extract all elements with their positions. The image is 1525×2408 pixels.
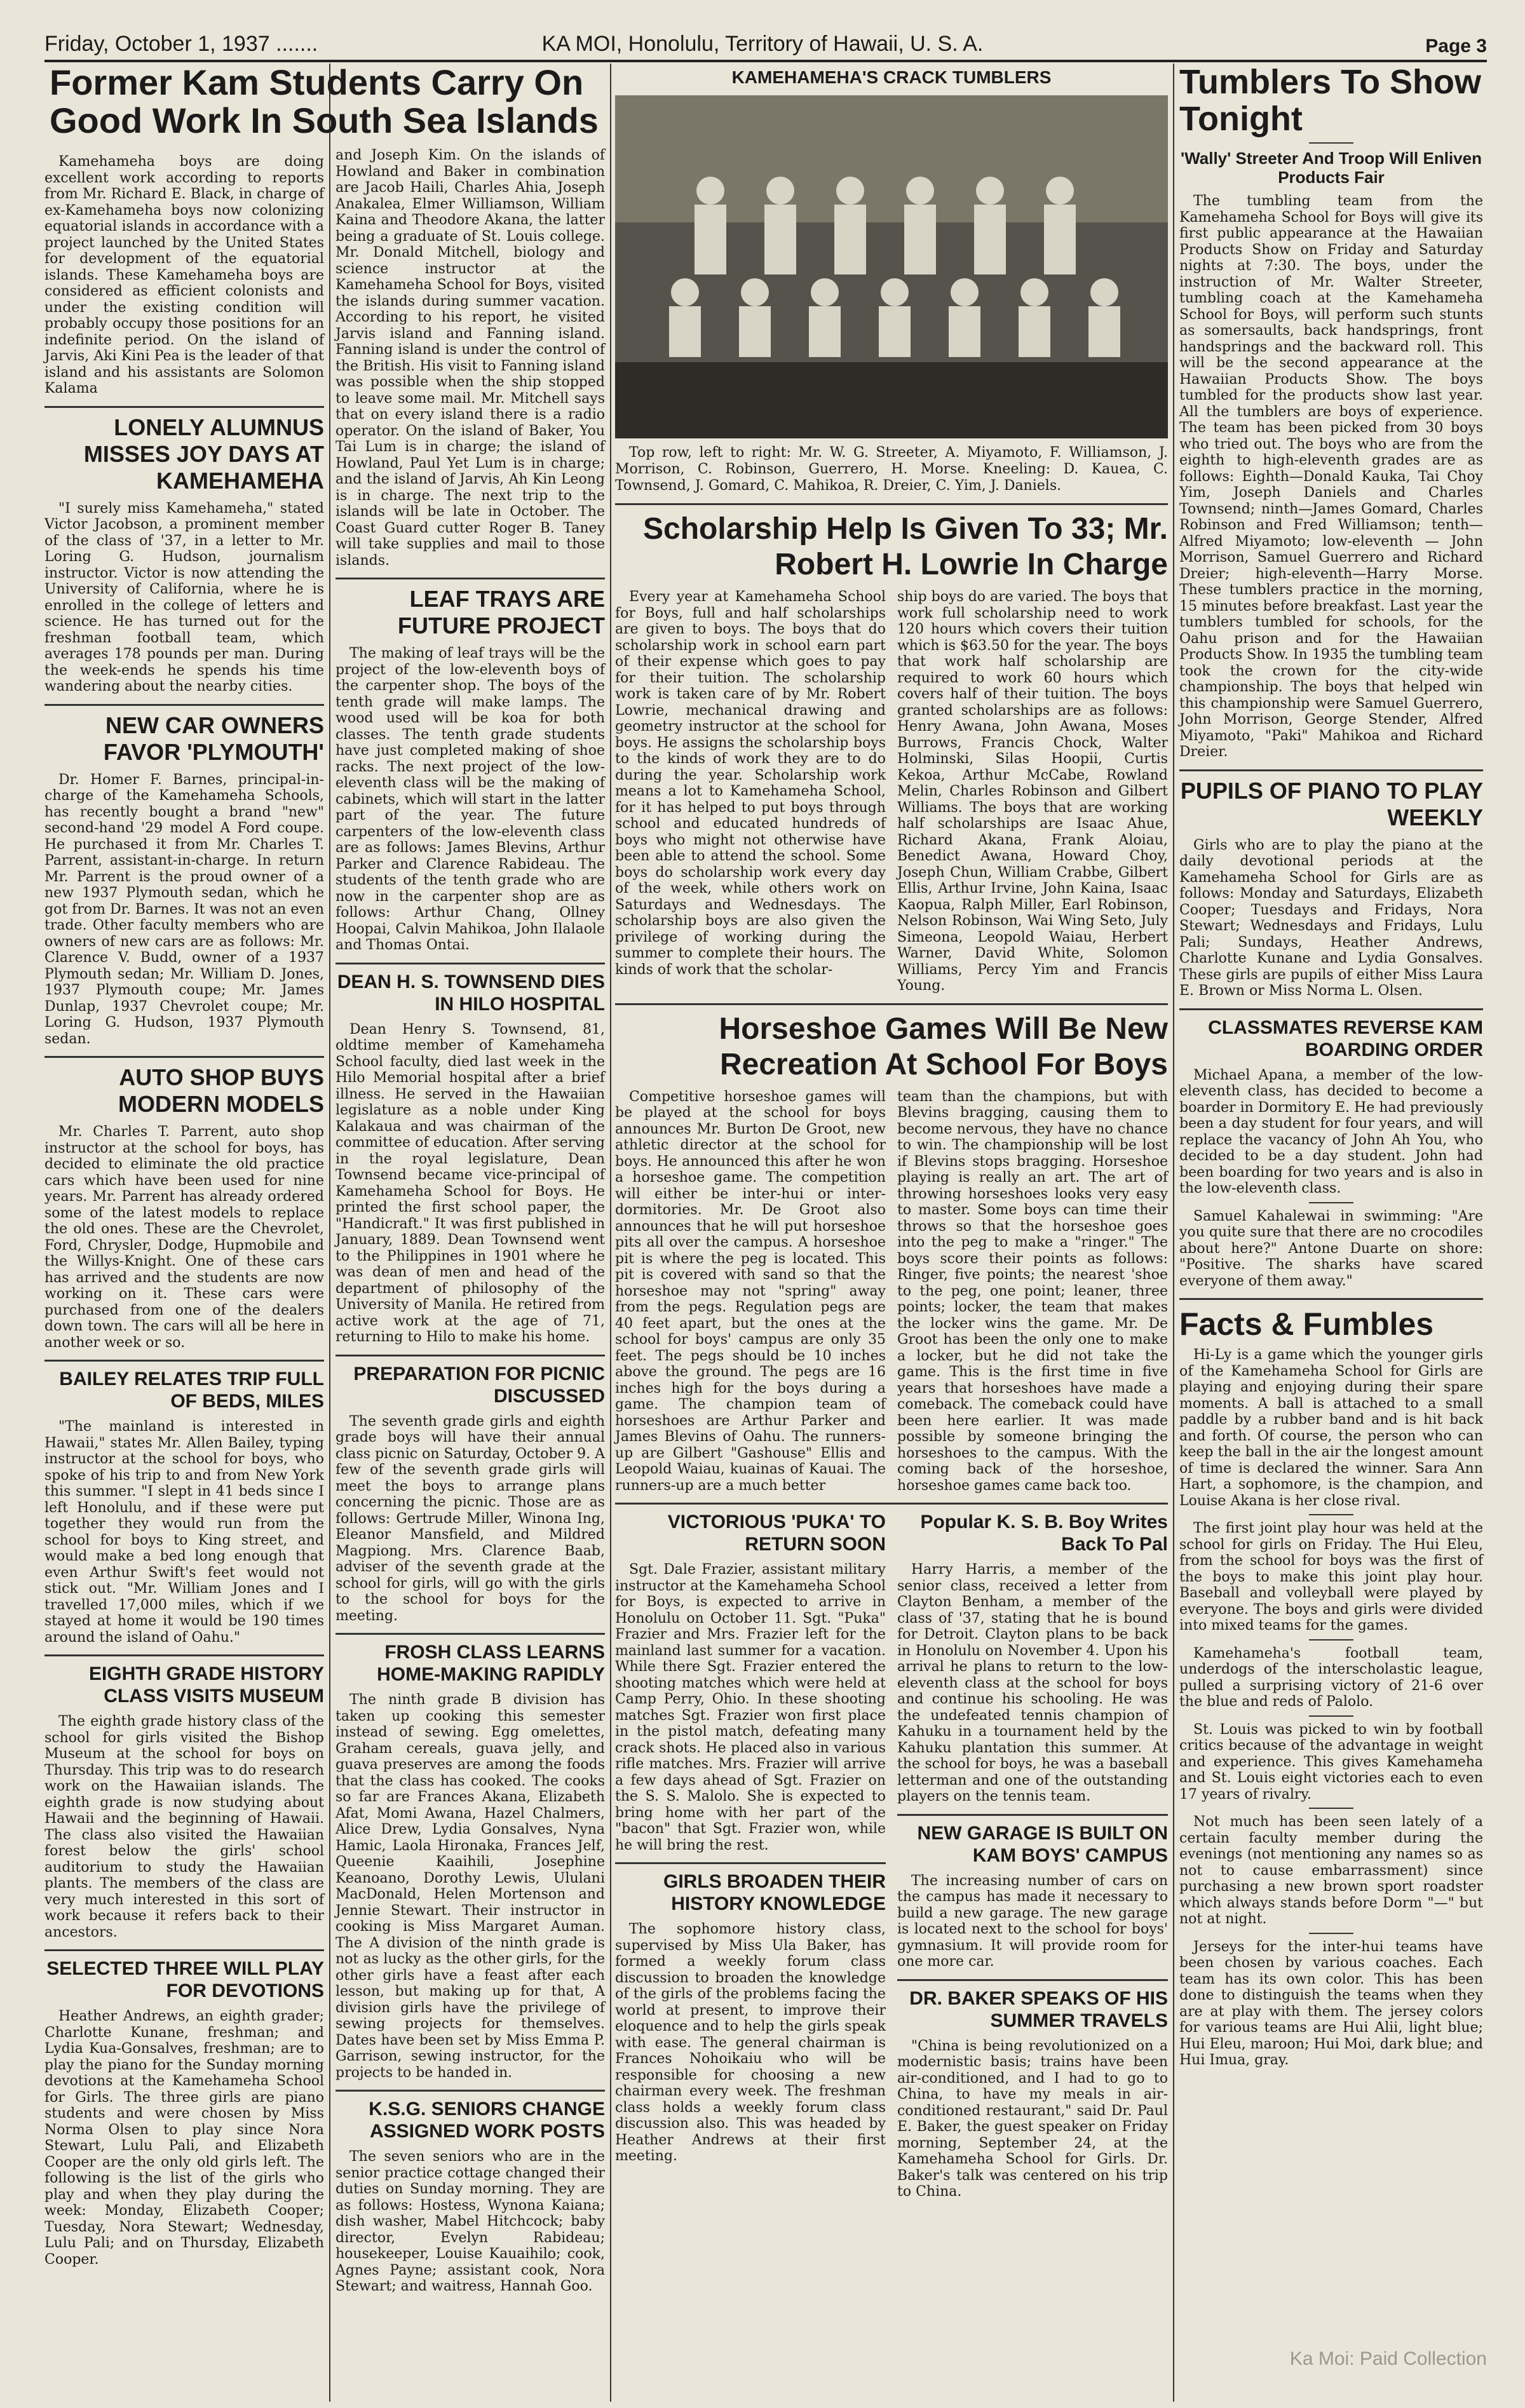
column-3 bbox=[615, 64, 1168, 2402]
tumblers-team-photo bbox=[615, 95, 1168, 438]
issue-date: Friday, October 1, 1937 ....... bbox=[44, 32, 318, 56]
alumnus-article-body: "I surely miss Kamehameha," stated Victor Jacobson, a prominent member of the class of '37, in a letter to Mr. Loring G. Hudson, journalism instructor. Victor is now attending the University of California, where he is enrolled in the college of letters and science. He has turned out for the freshman football team, which averages 178 pounds per man. During the week-ends he spends his time wandering about the nearby cities. bbox=[44, 500, 324, 694]
tumblers-article-body: The tumbling team from the Kamehameha School for Boys will give its first public appearance at the Hawaiian Products Show on Friday and Saturday nights at 7:30. The boys, under the instruction of Mr. Walter Streeter, tumbling coach at the Kamehameha School for Boys, will perform such stunts as somersaults, back handsprings, front handsprings and the backward roll. This will be the second appearance at the Hawaiian Products Show. The boys tumbled for the products show last year. All the tumblers are boys of experience. The team has been picked from 30 boys who tried out. The boys who are from the eighth to high-eleventh grades are as follows: Eighth—Donald Kauka, Tai Choy Yim, Joseph Daniels and Charles Townsend; ninth—James Gomard, Charles Robinson and Fred Williamson; tenth—Alfred Miyamoto; low-eleventh — John Morrison, Samuel Guerrero and Richard Dreier; high-eleventh—Harry Morse. These tumblers practice in the morning, 15 minutes before breakfast. Last year the tumblers tumbled for schools, for the Oahu prison and for the Hawaiian Products Show. In 1935 the tumbling team took the crown for the city-wide championship. The boys that helped win this championship were Samuel Guerrero, John Morrison, George Stender, Alfred Miyamoto, "Paki" Mahikoa and Richard Dreier. bbox=[1179, 193, 1483, 760]
devotions-article-body: Heather Andrews, an eighth grader; Charlotte Kunane, freshman; and Lydia Kua-Gonsalves, freshman; are to play the piano for the Sunday morning devotions at the Kamehameha School for Girls. The three girls are piano students and were chosen by Miss Norma Olsen to play since Nora Stewart, Lulu Pali, and Elizabeth Cooper are the only old girls left. The following is the list of the girls who play and when they play during the week: Monday, Elizabeth Cooper; Tuesday, Nora Stewart; Wednesday, Lulu Pali; and on Thursday, Elizabeth Cooper. bbox=[44, 2008, 324, 2268]
picnic-article-body: The seventh grade girls and eighth grade boys will have their annual class picnic on Saturday, October 9. A few of the seventh grade girls will meet the boys to arrange plans concerning the picnic. Those are as follows: Gertrude Miller, Winona Ing, Eleanor Mansfield, and Mildred Magpiong. Mrs. Clarence Baab, adviser of the seventh grade at the school for girls, will go with the girls to the school for boys for the meeting. bbox=[336, 1413, 605, 1624]
ksg-seniors-article-body: The seven seniors who are in the senior practice cottage changed their duties on Sunday morning. They are as follows: Hostess, Wynona Kaiana; dish washer, Mabel Hitchcock; baby director, Evelyn Rabideau; housekeeper, Louise Kauaihilo; cook, Agnes Payne; assistant cook, Nora Stewart; and waitress, Hannah Goo. bbox=[336, 2149, 605, 2294]
leaf-trays-headline: LEAF TRAYS ARE FUTURE PROJECT bbox=[397, 586, 605, 639]
archive-watermark: Ka Moi: Paid Collection bbox=[1289, 2348, 1487, 2369]
horseshoe-body-left: Competitive horseshoe games will be played at the school for boys announces Mr. Burton De Groot, new athletic director at the school for boys. He announced this after he won a horseshoe game. The competition will either be inter-hui or inter-dormitories. Mr. De Groot also announces that he will put horseshoe pits all over the campus. A horseshoe pit is where the peg is located. This pit is covered with sand so that the horseshoe may not "spring" away from the pegs. Regulation pegs are 40 feet apart, but the ones at the school for boys' campus are only 35 feet. The pegs should be 10 inches above the ground. The pegs are 16 inches high for the boys during a game. The champion team of horseshoes are Arthur Parker and James Blevins of Oahu. The runners-up are Gilbert "Gashouse" Ellis and Leopold Waiau, kuainas of Kauai. The runners-up are a much better bbox=[615, 1088, 886, 1494]
garage-article-body: The increasing number of cars on the campus has made it necessary to build a new garage. The new garage is located next to the school for boys' gymnasium. It will provide room for one more car. bbox=[897, 1872, 1168, 1970]
bailey-article-body: "The mainland is interested in Hawaii," states Mr. Allen Bailey, typing instructor at the school for boys, who spoke of his trip to and from New York this summer. "I slept in 41 beds since I left Honolulu, and if these were put together they would run from the school for boys to King street, and would make a bed long enough that even Arthur Swift's feet would not stick out. "Mr. William Jones and I travelled 17,000 miles, which if we stayed at home it would be 190 times around the island of Oahu." bbox=[44, 1419, 324, 1646]
paper-name: KA MOI, Honolulu, Territory of Hawaii, U. S. A. bbox=[541, 32, 984, 56]
museum-headline: EIGHTH GRADE HISTORY CLASS VISITS MUSEUM bbox=[88, 1663, 324, 1707]
alumnus-headline: LONELY ALUMNUS MISSES JOY DAYS AT KAMEHAMEHA bbox=[83, 414, 324, 494]
popular-boy-article-body: Harry Harris, a member of the senior class, received a letter from Clayton Benham, a member of the class of '37, stating that he is bound for Detroit. Clayton plans to be back in Honolulu on November 4. Upon his arrival he plans to return to the low-eleventh class at the school for boys and continue his schooling. He was the undefeated tennis champion of Kahuku in a tournament held by the Kahuku plantation this summer. At the school for boys, he was a baseball letterman and one of the outstanding players on the tennis team. bbox=[897, 1562, 1168, 1804]
piano-headline: PUPILS OF PIANO TO PLAY WEEKLY bbox=[1180, 777, 1483, 830]
team-photo-image bbox=[615, 95, 1168, 438]
puka-article-body: Sgt. Dale Frazier, assistant military instructor at the Kamehameha School for Boys, is expected to arrive in Honolulu on October 11. Sgt. "Puka" Frazier and Mrs. Frazier left for the mainland last summer for a vacation. While there Sgt. Frazier entered the shooting matches which were held at Camp Perry, Ohio. In these shooting matches Sgt. Frazier won first place in the pistol match, defeating many crack shots. He placed also in various rifle matches. Mrs. Frazier will arrive a few days ahead of Sgt. Frazier on the S. S. Malolo. She is expected to bring home with her part of the "bacon" that Sgt. Frazier won, while he will bring the rest. bbox=[615, 1562, 886, 1853]
facts-item-2: The first joint play hour was held at the school for girls on Friday. The Hui Eleu, from the school for boys was the first of the boys to make this joint play hour. Baseball and volleyball were played by everyone. The boys and girls were divided into mixed teams for the games. bbox=[1179, 1520, 1483, 1634]
page-number: Page 3 bbox=[1425, 36, 1487, 57]
masthead bbox=[44, 30, 1487, 62]
facts-item-4: St. Louis was picked to win by football critics because of the advantage in weight and experience. This gives Kamehameha and St. Louis eight victories each to even 17 years of rivalry. bbox=[1179, 1721, 1483, 1803]
picnic-headline: PREPARATION FOR PICNIC DISCUSSED bbox=[353, 1363, 605, 1407]
classmates-headline: CLASSMATES REVERSE KAM BOARDING ORDER bbox=[1208, 1017, 1483, 1060]
lead-headline: Former Kam Students Carry On Good Work In South Sea Islands bbox=[50, 62, 599, 140]
facts-item-6: Jerseys for the inter-hui teams have been chosen by various coaches. Each team has its own color. This has been done to distinguish the teams when they are at play with them. The jersey colors for various teams are Hui Alii, light blue; Hui Eleu, maroon; Hui Moi, dark blue; and Hui Imua, gray. bbox=[1179, 1938, 1483, 2068]
frosh-article-body: The ninth grade B division has taken up cooking this semester instead of sewing. Egg omelettes, Graham cereals, guava jelly, and guava preserves are among the foods that the class has cooked. The cooks so far are Frances Akana, Elizabeth Afat, Momi Awana, Hazel Chalmers, Alice Drew, Lydia Gonsalves, Nyna Hamic, Laola Hironaka, Frances Jelf, Queenie Kaaihili, Josephine Keanoano, Dorothy Lewis, Ululani MacDonald, Helen Mortenson and Jennie Stewart. Their instructor in cooking is Miss Margaret Auman. The A division of the ninth grade is not as lucky as the other girls, for the other girls have a feast after each lesson, but making up for that, A division girls have the privilege of sewing projects for themselves. Dates have been set by Miss Emma P. Garrison, sewing instructor, for the projects to be handed in. bbox=[336, 1692, 605, 2081]
ksg-seniors-headline: K.S.G. SENIORS CHANGE ASSIGNED WORK POSTS bbox=[369, 2099, 605, 2142]
museum-article-body: The eighth grade history class of the school for girls visited the Bishop Museum at the school for boys on Thursday. This trip was to do research work on the Hawaiian islands. The eighth grade is now studying about Hawaii and the beginning of Hawaii. The class also visited the Hawaiian forest below the girls' school auditorium to study the Hawaiian plants. The members of the class are very much interested in this sort of work because it refers back to their ancestors. bbox=[44, 1714, 324, 1940]
facts-item-3: Kamehameha's football team, underdogs of the interscholastic league, pulled a surprising victory of 21-6 over the blue and reds of Palolo. bbox=[1179, 1645, 1483, 1710]
frosh-headline: FROSH CLASS LEARNS HOME-MAKING RAPIDLY bbox=[377, 1642, 605, 1685]
garage-headline: NEW GARAGE IS BUILT ON KAM BOYS' CAMPUS bbox=[917, 1822, 1168, 1866]
facts-fumbles-headline: Facts & Fumbles bbox=[1179, 1306, 1434, 1342]
townsend-article-body: Dean Henry S. Townsend, 81, oldtime member of Kamehameha School faculty, died last week in the Hilo Memorial hospital after a brief illness. He served in the Hawaiian legislature as a noble under King Kalakaua and was chairman of the committee of education. After serving in the royal legislature, Dean Townsend became vice-principal of Kamehameha School for Boys. He printed the first school paper, the "Handicraft." It was first published in January, 1889. Dean Townsend went to the Philippines in 1901 where he was dean of men and head of the department of philosophy of the University of Manila. He retired from active work at the age of 71, returning to Hilo to make his home. bbox=[336, 1021, 605, 1345]
classmates-article-body: Michael Apana, a member of the low-eleventh class, has decided to become a boarder in Dormitory E. He had previously been a day student for four years, and will replace the vacancy of John Ah You, who decided to be a day student. John had been boarding for two years and is also in the low-eleventh class. bbox=[1179, 1067, 1483, 1196]
bailey-headline: BAILEY RELATES TRIP FULL OF BEDS, MILES bbox=[59, 1369, 324, 1412]
photo-caption: Top row, left to right: Mr. W. G. Streeter, A. Miyamoto, F. Williamson, J. Morrison, C. Robinson, Guerrero, H. Morse. Kneeling: D. Kauea, C. Townsend, J. Gomard, C. Mahikoa, R. Dreier, C. Yim, J. Daniels. bbox=[615, 445, 1168, 494]
horseshoe-body-right: team than the champions, but with Blevins bragging, causing them to become nervous, they have no chance to win. The championship will be lost if Blevins stops bragging. Horseshoe playing is really an art. The art of throwing horseshoes looks very easy to master. Some boys can time their throws so that the horseshoe goes into the peg to make a "ringer." The boys score their points as follows: Ringer, five points; the nearest 'shoe to the peg, one point; leaner, three points; locker, the team that makes the locker wins the game. Mr. De Groot has been the only one to make a locker, but he did not take the game. This is the first time in five years that horseshoes have made a comeback. The comeback could have been here earlier. It was made possible by someone bringing the horseshoes to the campus. With the coming back of the horseshoe, horseshoe games came back too. bbox=[897, 1088, 1168, 1494]
facts-item-1: Hi-Ly is a game which the younger girls of the Kamehameha School for Girls are playing and enjoying during their spare moments. A ball is attached to a small paddle by a rubber band and is hit back and forth. Of course, the person who can keep the ball in the air the longest amount of time is declared the winner. Sara Ann Hart, a sophomore, is the champion, and Louise Akana is her close rival. bbox=[1179, 1347, 1483, 1509]
column-4 bbox=[1179, 64, 1483, 2402]
column-2 bbox=[336, 147, 605, 2402]
baker-headline: DR. BAKER SPEAKS OF HIS SUMMER TRAVELS bbox=[909, 1987, 1168, 2031]
column-rule bbox=[329, 64, 330, 2402]
column-rule bbox=[610, 64, 611, 2402]
popular-boy-headline: Popular K. S. B. Boy Writes Back To Pal bbox=[920, 1512, 1168, 1555]
tumblers-headline: Tumblers To Show Tonight bbox=[1179, 63, 1482, 138]
piano-article-body: Girls who are to play the piano at the daily devotional periods at the Kamehameha School for Girls are as follows: Monday and Saturdays, Elizabeth Cooper; Tuesdays and Fridays, Nora Stewart; Wednesdays and Fridays, Lulu Pali; Sundays, Heather Andrews, Charlotte Kunane and Lydia Gonsalves. These girls are pupils of either Miss Laura E. Brown or Miss Norma L. Olsen. bbox=[1179, 837, 1483, 999]
girls-history-headline: GIRLS BROADEN THEIR HISTORY KNOWLEDGE bbox=[663, 1871, 886, 1914]
girls-history-article-body: The sophomore history class, supervised by Miss Ula Baker, has formed a weekly forum class discussion to broaden the knowledge of the girls of the problems facing the world at present, to improve their eloquence and to help the girls speak with ease. The general chairman is Frances Nohoikaiu who will be responsible for choosing a new chairman every week. The freshman class holds a weekly forum class discussion also. This was headed by Heather Andrews at their first meeting. bbox=[615, 1921, 886, 2164]
puka-headline: VICTORIOUS 'PUKA' TO RETURN SOON bbox=[667, 1512, 886, 1555]
facts-item-5: Not much has been seen lately of a certain faculty member during the evenings (not mentioning any names so as not to cause embarrassment) since purchasing a new brown sport roadster which always stands before Dorm "—" but not at night. bbox=[1179, 1814, 1483, 1927]
leaf-trays-article-body: The making of leaf trays will be the project of the low-eleventh boys of the carpenter shop. The boys of the tenth grade will make lamps. The wood used will be koa for both classes. The tenth grade students have just completed making of shoe racks. The next project of the low-eleventh class will be the making of cabinets, which will start in the latter part of the year. The future carpenters of the low-eleventh class are as follows: James Blevins, Arthur Parker and Clarence Rabideau. The students of the tenth grade who are now in the carpenter shop are as follows: Arthur Chang, Ollney Hoopai, Calvin Mahikoa, John Ilalaole and Thomas Ontai. bbox=[336, 646, 605, 953]
auto-shop-article-body: Mr. Charles T. Parrent, auto shop instructor at the school for boys, has decided to eliminate the old practice cars which have been used for nine years. Mr. Parrent has already ordered some of the latest models to replace the old ones. These are the Chevrolet, Ford, Chrysler, Dodge, Hupmobile and the Willys-Knight. One of these cars has arrived and the students are now working on it. These cars were purchased from one of the dealers down town. The cars will all be here in another week or so. bbox=[44, 1124, 324, 1351]
swimming-joke: Samuel Kahalewai in swimming: "Are you quite sure that there are no crocodiles about here?" Antone Duarte on shore: "Positive. The sharks have scared everyone of them away." bbox=[1179, 1208, 1483, 1289]
lead-article-continued: and Joseph Kim. On the islands of Howland and Baker in combination are Jacob Haili, Charles Ahia, Joseph Anakalea, Elmer Williamson, William Kaina and Theodore Akana, the latter being a graduate of St. Louis college. Mr. Donald Mitchell, biology and science instructor at the Kamehameha School for Boys, visited the islands during summer vacation. According to his report, he visited Jarvis island and Fanning island. Fanning island is under the control of the British. His visit to Fanning island was possible when the ship stopped to leave some mail. Mr. Mitchell says that on every island there is a radio operator. On the island of Baker, You Tai Lum is in charge; the island of Howland, Paul Yet Lum is in charge; and the island of Jarvis, Ah Kin Leong is in charge. The next trip to the islands will be late in October. The Coast Guard cutter Roger B. Taney will take supplies and mail to those islands. bbox=[336, 147, 605, 569]
scholarship-body-right: ship boys do are varied. The boys that work full scholarship need to work 120 hours which covers their tuition which is $63.50 for the year. The boys that work half scholarship are required to work 60 hours which covers half of their tuition. The boys granted scholarships are as follows: Henry Awana, John Awana, Moses Burrows, Francis Chock, Walter Holminski, Silas Hoopii, Curtis Kekoa, Arthur McCabe, Rowland Melin, Charles Robinson and Gilbert Williams. The boys that are working half scholarships are Isaac Ahue, Richard Akana, Frank Aloiau, Benedict Awana, Howard Choy, Joseph Chun, William Crabbe, Gilbert Ellis, Arthur Irvine, John Kaina, Isaac Kaopua, Ralph Miller, Earl Robinson, Nelson Robinson, Wai Wing Seto, July Simeona, Leopold Waiau, Herbert Warner, David White, Solomon Williams, Percy Yim and Francis Young. bbox=[897, 589, 1168, 994]
scholarship-headline: Scholarship Help Is Given To 33; Mr. Robert H. Lowrie In Charge bbox=[643, 512, 1168, 581]
lead-article-body: Kamehameha boys are doing excellent work according to reports from Mr. Richard E. Black, in charge of ex-Kamehameha boys now colonizing equatorial islands in accordance with a project launched by the United States for development of the equatorial islands. These Kamehameha boys are considered as efficient colonists and under the existing condition will probably occupy those positions for an indefinite period. On the island of Jarvis, Aki Kini Pea is the leader of that island and his assistants are Solomon Kalama bbox=[44, 154, 324, 396]
scholarship-body-left: Every year at Kamehameha School for Boys, full and half scholarships are given to boys. The boys that do scholarship work in school earn part of their expense which goes to pay for their tuition. The scholarship work is taken care of by Mr. Robert Lowrie, mechanical drawing and geometry instructor at the school for boys. He assigns the scholarship boys to the kinds of work they are to do during the year. Scholarship work means a lot to Kamehameha School, for it has helped to put boys through school and educated hundreds of boys who might not otherwise have been able to attend the school. Some boys do scholarship work every day of the week, while others work on Saturdays and Wednesdays. The scholarship boys are also given the privilege of working during the summer to complete their hours. The kinds of work that the scholar- bbox=[615, 589, 886, 978]
car-headline: NEW CAR OWNERS FAVOR 'PLYMOUTH' bbox=[103, 712, 324, 765]
photo-title: KAMEHAMEHA'S CRACK TUMBLERS bbox=[731, 67, 1052, 87]
townsend-headline: DEAN H. S. TOWNSEND DIES IN HILO HOSPITAL bbox=[337, 971, 605, 1015]
auto-shop-headline: AUTO SHOP BUYS MODERN MODELS bbox=[118, 1064, 324, 1117]
devotions-headline: SELECTED THREE WILL PLAY FOR DEVOTIONS bbox=[46, 1958, 324, 2001]
car-article-body: Dr. Homer F. Barnes, principal-in-charge of the Kamehameha Schools, has recently bought a brand "new" second-hand '29 model A Ford coupe. He purchased it from Mr. Charles T. Parrent, assistant-in-charge. In return Mr. Parrent is the proud owner of a new 1937 Plymouth sedan, which he got from Dr. Barnes. It was not an even trade. Other faculty members who are owners of new cars are as follows: Mr. Clarence V. Budd, owner of a 1937 Plymouth sedan; Mr. William D. Jones, 1937 Plymouth coupe; Mr. James Dunlap, 1937 Chevrolet coupe; Mr. Loring G. Hudson, 1937 Plymouth sedan. bbox=[44, 771, 324, 1047]
horseshoe-headline: Horseshoe Games Will Be New Recreation At School For Boys bbox=[719, 1011, 1168, 1081]
column-rule bbox=[1173, 64, 1174, 2402]
tumblers-subheadline: 'Wally' Streeter And Troop Will Enliven Products Fair bbox=[1181, 149, 1482, 187]
baker-article-body: "China is being revolutionized on a modernistic basis; trains have been air-conditioned, and I had to go to China, to have my meals in air-conditioned restaurant," said Dr. Paul E. Baker, the guest speaker on Friday morning, September 24, at the Kamehameha School for Girls. Dr. Baker's talk was centered on his trip to China. bbox=[897, 2038, 1168, 2200]
